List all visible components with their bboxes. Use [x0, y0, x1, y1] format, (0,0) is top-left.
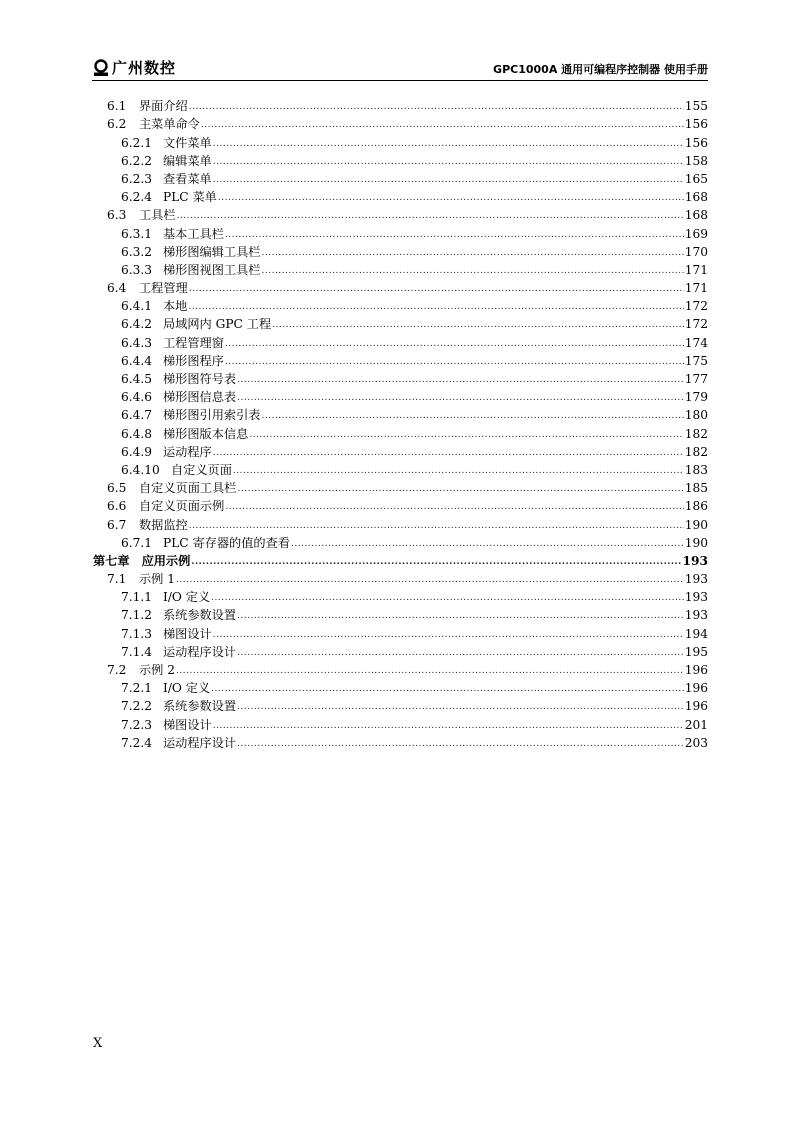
toc-entry-number: 7.1	[107, 572, 127, 587]
toc-entry-page: 168	[684, 208, 708, 223]
toc-dot-leader	[225, 335, 684, 351]
toc-entry[interactable]	[93, 714, 708, 732]
toc-entry-title: 自定义页面示例	[139, 499, 225, 514]
toc-dot-leader	[191, 553, 681, 569]
toc-entry-number: 6.4.7	[121, 408, 153, 423]
toc-entry[interactable]	[93, 114, 708, 132]
toc-entry-title: 梯形图程序	[163, 353, 224, 368]
brand-logo	[92, 58, 176, 78]
toc-entry[interactable]	[93, 96, 708, 114]
toc-entry[interactable]	[93, 351, 708, 369]
toc-entry[interactable]	[93, 442, 708, 460]
toc-entry-page: 179	[684, 390, 708, 405]
toc-entry[interactable]	[93, 223, 708, 241]
toc-entry[interactable]	[93, 169, 708, 187]
toc-entry-page: 190	[684, 535, 708, 550]
toc-dot-leader	[213, 153, 684, 169]
toc-entry-title: 自定义页面	[171, 462, 232, 477]
toc-entry-number: 6.1	[107, 99, 127, 114]
toc-entry[interactable]	[93, 587, 708, 605]
toc-entry-title: PLC 菜单	[163, 190, 217, 205]
toc-entry-title: 梯形图信息表	[163, 390, 237, 405]
toc-entry[interactable]	[93, 423, 708, 441]
toc-entry-number: 6.4.10	[121, 462, 160, 477]
toc-entry-page: 185	[684, 481, 708, 496]
toc-entry-number: 7.1.2	[121, 608, 153, 623]
toc-entry-page: 196	[684, 681, 708, 696]
toc-dot-leader	[213, 171, 684, 187]
toc-entry-page: 171	[684, 262, 708, 277]
toc-dot-leader	[291, 535, 684, 551]
toc-entry-number: 7.1.3	[121, 626, 153, 641]
toc-entry-title: 应用示例	[141, 553, 191, 568]
page-number: X	[93, 1036, 103, 1051]
toc-entry-number: 6.4.1	[121, 299, 153, 314]
toc-entry[interactable]	[93, 242, 708, 260]
toc-entry-page: 193	[684, 608, 708, 623]
toc-entry-number: 7.1.1	[121, 590, 153, 605]
toc-entry-number: 6.4.6	[121, 390, 153, 405]
toc-entry[interactable]	[93, 387, 708, 405]
toc-dot-leader	[237, 607, 684, 623]
toc-entry-page: 168	[684, 190, 708, 205]
toc-entry[interactable]	[93, 569, 708, 587]
toc-entry[interactable]	[93, 132, 708, 150]
toc-entry-number: 7.2.1	[121, 681, 153, 696]
toc-entry-number: 7.2.4	[121, 735, 153, 750]
toc-entry-number: 6.4.3	[121, 335, 153, 350]
toc-entry[interactable]	[93, 533, 708, 551]
table-of-contents	[93, 96, 708, 751]
toc-entry-page: 182	[684, 426, 708, 441]
toc-entry[interactable]	[93, 478, 708, 496]
toc-entry[interactable]	[93, 405, 708, 423]
toc-entry-number: 7.1.4	[121, 644, 153, 659]
toc-entry-title: 工程管理窗	[163, 335, 224, 350]
toc-entry-title: 查看菜单	[163, 171, 212, 186]
toc-entry-number: 6.4.5	[121, 372, 153, 386]
toc-entry-title: 示例 2	[139, 663, 176, 677]
toc-entry-number: 7.2.2	[121, 699, 153, 714]
toc-dot-leader	[233, 462, 684, 478]
toc-dot-leader	[211, 680, 684, 696]
toc-entry-title: 本地	[163, 299, 188, 314]
toc-entry-title: 工程管理	[139, 281, 188, 296]
toc-chapter-entry[interactable]	[93, 551, 708, 569]
toc-entry-page: 174	[684, 335, 708, 350]
toc-entry-title: 主菜单命令	[139, 117, 200, 132]
toc-entry-title: 梯形图引用索引表	[163, 408, 261, 423]
toc-dot-leader	[237, 371, 684, 387]
toc-entry-page: 201	[684, 717, 708, 732]
toc-dot-leader	[225, 226, 684, 242]
toc-dot-leader	[218, 189, 684, 205]
toc-dot-leader	[213, 626, 684, 642]
toc-dot-leader	[177, 207, 684, 223]
toc-entry-title: 局域网内 GPC 工程	[163, 317, 272, 332]
toc-entry[interactable]	[93, 260, 708, 278]
toc-entry-title: 自定义页面工具栏	[139, 481, 237, 496]
toc-dot-leader	[272, 316, 684, 332]
toc-entry[interactable]	[93, 678, 708, 696]
toc-entry-number: 6.3.1	[121, 226, 153, 241]
toc-entry[interactable]	[93, 278, 708, 296]
toc-dot-leader	[237, 389, 684, 405]
document-title: GPC1000A 通用可编程序控制器 使用手册	[493, 63, 708, 76]
toc-entry-page: 193	[684, 572, 708, 587]
toc-entry-page: 183	[684, 462, 708, 477]
toc-entry-page: 170	[684, 244, 708, 259]
toc-dot-leader	[213, 135, 684, 151]
toc-dot-leader	[201, 116, 684, 132]
toc-entry-number: 第七章	[93, 553, 130, 568]
toc-entry-number: 6.5	[107, 481, 127, 496]
toc-entry-page: 196	[684, 663, 708, 677]
toc-dot-leader	[188, 298, 683, 314]
page-header	[92, 58, 708, 81]
toc-entry-number: 6.6	[107, 499, 127, 514]
toc-entry-page: 172	[684, 299, 708, 314]
toc-entry[interactable]	[93, 733, 708, 751]
toc-entry-number: 6.7	[107, 517, 127, 532]
toc-dot-leader	[237, 644, 684, 660]
toc-entry-page: 195	[684, 644, 708, 659]
toc-entry-title: 运动程序设计	[163, 735, 237, 750]
toc-dot-leader	[237, 698, 684, 714]
toc-entry-number: 7.2	[107, 663, 127, 677]
toc-entry-page: 165	[684, 171, 708, 186]
toc-entry-title: 界面介绍	[139, 99, 188, 114]
toc-entry-page: 158	[684, 153, 708, 168]
brand-name: 广州数控	[112, 59, 177, 77]
toc-entry-number: 7.2.3	[121, 717, 153, 732]
toc-dot-leader	[237, 735, 684, 751]
toc-entry-title: 系统参数设置	[163, 608, 237, 623]
toc-dot-leader	[189, 517, 684, 533]
toc-entry-title: I/O 定义	[163, 590, 211, 605]
toc-entry-number: 6.2	[107, 117, 127, 132]
toc-entry-page: 186	[684, 499, 708, 514]
toc-dot-leader	[189, 280, 684, 296]
toc-entry-title: 运动程序	[163, 444, 212, 459]
toc-entry[interactable]	[93, 623, 708, 641]
toc-entry-title: 梯形图符号表	[163, 372, 237, 386]
toc-entry[interactable]	[93, 496, 708, 514]
toc-entry[interactable]	[93, 514, 708, 532]
toc-entry-page: 193	[684, 590, 708, 605]
toc-entry[interactable]	[93, 460, 708, 478]
toc-entry-number: 6.3.2	[121, 244, 153, 259]
toc-dot-leader	[213, 717, 684, 733]
toc-entry-page: 171	[684, 281, 708, 296]
toc-entry-title: PLC 寄存器的值的查看	[163, 535, 290, 550]
gsk-logo-icon	[92, 59, 110, 77]
toc-entry[interactable]	[93, 696, 708, 714]
toc-entry-title: 数据监控	[139, 517, 188, 532]
toc-entry[interactable]	[93, 332, 708, 350]
toc-dot-leader	[213, 444, 684, 460]
toc-entry-title: 示例 1	[139, 572, 176, 587]
toc-entry-title: 文件菜单	[163, 135, 212, 150]
toc-dot-leader	[238, 480, 684, 496]
toc-entry-page: 177	[684, 372, 708, 386]
toc-entry-number: 6.2.3	[121, 171, 153, 186]
toc-entry-number: 6.2.4	[121, 190, 153, 205]
toc-dot-leader	[211, 589, 684, 605]
toc-entry-title: 编辑菜单	[163, 153, 212, 168]
toc-entry-page: 175	[684, 353, 708, 368]
toc-entry-page: 180	[684, 408, 708, 423]
toc-entry-number: 6.2.1	[121, 135, 153, 150]
toc-entry-page: 169	[684, 226, 708, 241]
toc-dot-leader	[262, 407, 684, 423]
toc-entry-number: 6.3	[107, 208, 127, 223]
toc-entry-page: 203	[684, 735, 708, 750]
toc-entry[interactable]	[93, 660, 708, 678]
toc-entry[interactable]	[93, 314, 708, 332]
toc-entry-number: 6.4.9	[121, 444, 153, 459]
toc-entry-title: 梯形图编辑工具栏	[163, 244, 261, 259]
toc-entry-title: 梯图设计	[163, 626, 212, 641]
toc-entry-page: 193	[682, 553, 708, 568]
toc-entry-title: 工具栏	[139, 208, 176, 223]
toc-entry[interactable]	[93, 296, 708, 314]
toc-entry-page: 196	[684, 699, 708, 714]
toc-entry[interactable]	[93, 642, 708, 660]
toc-dot-leader	[176, 571, 684, 587]
toc-dot-leader	[225, 353, 684, 369]
toc-entry-page: 155	[684, 99, 708, 114]
toc-entry-page: 156	[684, 117, 708, 132]
toc-entry-page: 190	[684, 517, 708, 532]
toc-entry-number: 6.4.4	[121, 353, 153, 368]
toc-entry-number: 6.4.8	[121, 426, 153, 441]
toc-entry-title: 梯形图视图工具栏	[163, 262, 261, 277]
toc-entry-page: 194	[684, 626, 708, 641]
toc-entry-number: 6.2.2	[121, 153, 153, 168]
toc-entry[interactable]	[93, 605, 708, 623]
toc-entry[interactable]	[93, 151, 708, 169]
toc-entry[interactable]	[93, 369, 708, 387]
toc-entry[interactable]	[93, 205, 708, 223]
toc-dot-leader	[176, 662, 684, 678]
toc-entry-title: 运动程序设计	[163, 644, 237, 659]
toc-entry-number: 6.4.2	[121, 317, 153, 332]
toc-entry-title: 梯形图版本信息	[163, 426, 249, 441]
toc-dot-leader	[262, 244, 684, 260]
toc-entry-title: 基本工具栏	[163, 226, 224, 241]
toc-entry-number: 6.4	[107, 281, 127, 296]
toc-entry-number: 6.3.3	[121, 262, 153, 277]
toc-entry-page: 156	[684, 135, 708, 150]
toc-dot-leader	[225, 498, 683, 514]
toc-dot-leader	[262, 262, 684, 278]
toc-entry-page: 182	[684, 444, 708, 459]
toc-entry-title: 系统参数设置	[163, 699, 237, 714]
toc-dot-leader	[249, 426, 683, 442]
toc-entry-title: 梯图设计	[163, 717, 212, 732]
toc-entry[interactable]	[93, 187, 708, 205]
toc-entry-number: 6.7.1	[121, 535, 153, 550]
toc-entry-title: I/O 定义	[163, 681, 211, 696]
toc-dot-leader	[189, 98, 684, 114]
toc-entry-page: 172	[684, 317, 708, 332]
